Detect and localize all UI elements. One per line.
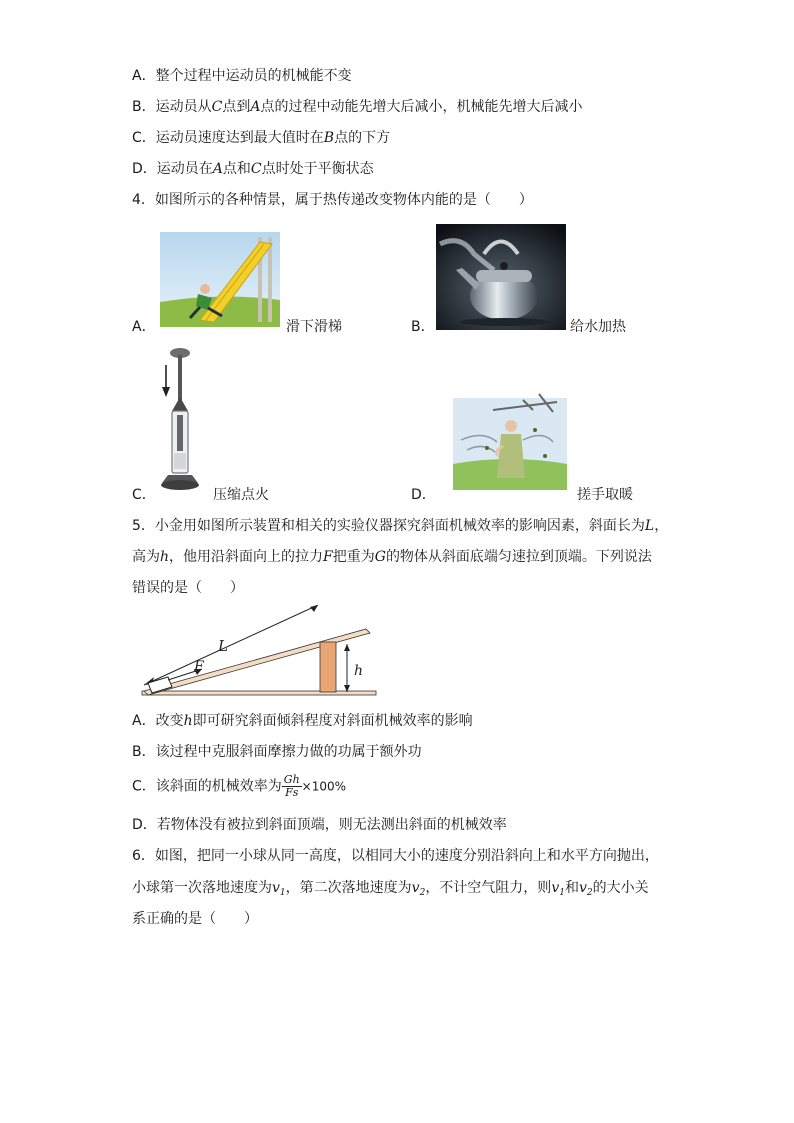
text: 点时处于平衡状态	[261, 161, 374, 177]
q5-option-c	[132, 774, 346, 799]
text: 即可研究斜面倾斜程度对斜面机械效率的影响	[192, 713, 473, 729]
q5-option-d: D．若物体没有被拉到斜面顶端，则无法测出斜面的机械效率	[132, 817, 507, 833]
q4-option-a-caption: 滑下滑梯	[286, 319, 342, 335]
q6-stem-line-3: 系正确的是（ ）	[132, 911, 258, 927]
var-c: C	[211, 99, 223, 115]
subscript: 1	[279, 888, 286, 898]
var-v: v	[578, 880, 587, 896]
incline-force-label: F	[194, 659, 204, 675]
text: ，	[654, 518, 669, 534]
var-v: v	[411, 880, 420, 896]
fraction-denominator: Fs	[285, 786, 299, 799]
text: C．该斜面的机械效率为	[132, 778, 282, 795]
var-a: A	[250, 99, 261, 115]
text: 小球第一次落地速度为	[132, 880, 272, 896]
text: A．改变	[132, 713, 184, 729]
q4-option-c-label: C．	[132, 487, 156, 503]
q5-stem-line-1	[132, 516, 668, 536]
text: 5．小金用如图所示装置和相关的实验仪器探究斜面机械效率的影响因素，斜面长为	[132, 518, 645, 534]
efficiency-fraction	[282, 774, 302, 799]
text: C．运动员速度达到最大值时在	[132, 130, 324, 146]
text: ，不计空气阻力，则	[425, 880, 552, 896]
text: B．运动员从	[132, 99, 212, 115]
subscript: 1	[559, 888, 565, 898]
text: 的物体从斜面底端匀速拉到顶端。下列说法	[385, 549, 652, 565]
var-c: C	[250, 161, 262, 177]
q5-option-b: B．该过程中克服斜面摩擦力做的功属于额外功	[132, 744, 422, 760]
text: ×100%	[301, 779, 347, 794]
q4-stem: 4．如图所示的各种情景，属于热传递改变物体内能的是（ ）	[132, 192, 533, 208]
slide-image	[160, 232, 280, 327]
text: 高为	[132, 549, 160, 565]
q4-option-c-caption: 压缩点火	[213, 487, 269, 503]
text: 把重为	[332, 549, 375, 565]
q4-option-a-label: A．	[132, 319, 156, 335]
text: D．运动员在	[132, 161, 213, 177]
var-a: A	[212, 161, 223, 177]
q4-option-b-caption: 给水加热	[570, 319, 626, 335]
fire-syringe-image	[160, 345, 210, 495]
incline-diagram	[136, 605, 381, 705]
text: ，第二次落地速度为	[285, 880, 412, 896]
text: 的大小关	[592, 880, 649, 896]
text: 点的下方	[334, 130, 391, 146]
var-h: h	[183, 713, 193, 729]
var-v: v	[551, 880, 560, 896]
q5-stem-line-2	[132, 547, 652, 567]
incline-length-label: L	[218, 637, 228, 655]
q4-option-b-label: B．	[411, 319, 435, 335]
text: 和	[564, 880, 579, 896]
text: ，他用沿斜面向上的拉力	[169, 549, 324, 565]
text: 点和	[222, 161, 251, 177]
subscript: 2	[419, 888, 426, 898]
q5-option-a	[132, 711, 473, 731]
q3-option-b	[132, 97, 582, 117]
incline-height-label: h	[354, 663, 364, 679]
text: 点的过程中动能先增大后减小，机械能先增大后减小	[260, 99, 583, 115]
rubbing-hands-image	[453, 390, 567, 490]
var-f: F	[323, 549, 333, 565]
var-l: L	[644, 518, 655, 534]
text: 点到	[222, 99, 251, 115]
q3-option-a: A．整个过程中运动员的机械能不变	[132, 68, 352, 84]
q5-stem-line-3: 错误的是（ ）	[132, 580, 244, 596]
q3-option-c	[132, 128, 390, 148]
var-v: v	[272, 880, 280, 896]
q6-stem-line-2	[132, 878, 649, 903]
var-g: G	[374, 549, 386, 565]
var-b: B	[323, 130, 335, 146]
fraction-numerator: Gh	[283, 773, 300, 786]
q4-option-d-label: D．	[411, 487, 436, 503]
q6-stem-line-1: 6．如图，把同一小球从同一高度，以相同大小的速度分别沿斜向上和水平方向抛出，	[132, 848, 659, 864]
q3-option-d	[132, 159, 374, 179]
subscript: 2	[586, 888, 593, 898]
q4-option-d-caption: 搓手取暖	[577, 487, 633, 503]
var-h: h	[160, 549, 170, 565]
kettle-image	[436, 224, 566, 330]
